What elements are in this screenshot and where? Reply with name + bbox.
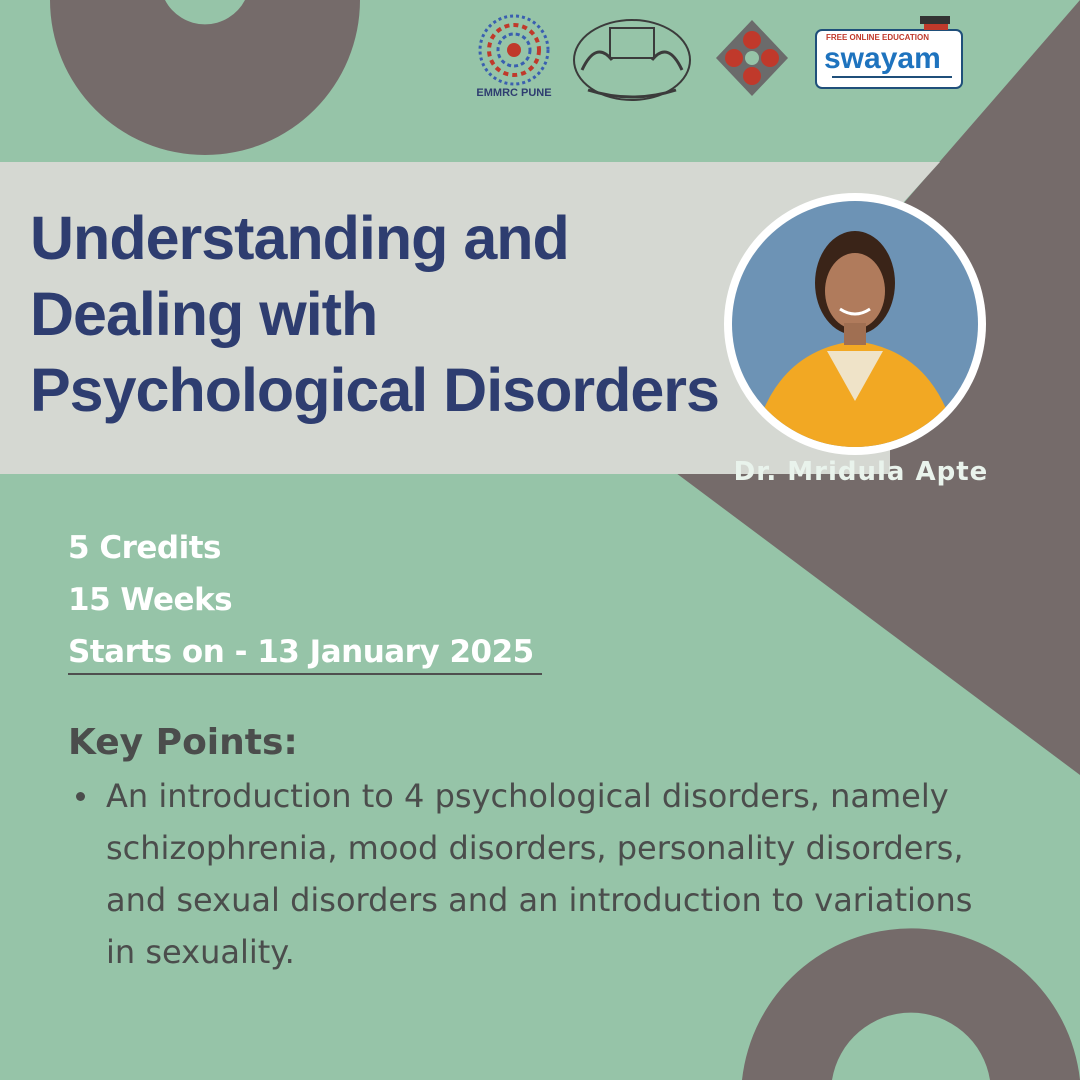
emmrc-caption: EMMRC PUNE [476,87,552,99]
key-point-text: An introduction to 4 psychological disorders, namely schizophrenia, mood disorders, personality disorders, and sexual disorders and an introduction to variations in sexuality. [106,777,973,971]
instructor-portrait [724,193,986,455]
course-title [30,200,730,428]
credits-fact: 5 Credits [68,530,222,566]
portrait-illustration [732,201,978,447]
swayam-wordmark: swayam [824,42,941,75]
bullet-icon [76,792,85,801]
key-points-heading: Key Points: [68,722,298,763]
start-date-fact: Starts on - 13 January 2025 [68,634,534,670]
course-title-line: Understanding and [30,204,569,272]
emmrc-logo [476,16,551,99]
course-title-line: Dealing with [30,280,378,348]
flower-emblem-logo [716,20,788,96]
swayam-tagline: FREE ONLINE EDUCATION [826,33,929,42]
logo-row [470,10,1070,110]
key-points-list [68,770,988,978]
top-left-ring [50,0,360,155]
swayam-logo [816,16,962,88]
facts-divider [68,673,542,675]
instructor-name: Dr. Mridula Apte [733,457,989,487]
list-item [68,770,988,978]
logos [470,10,1070,110]
course-title-line: Psychological Disorders [30,356,719,424]
duration-fact: 15 Weeks [68,582,233,618]
course-facts [68,522,534,678]
university-emblem-logo [574,20,690,100]
